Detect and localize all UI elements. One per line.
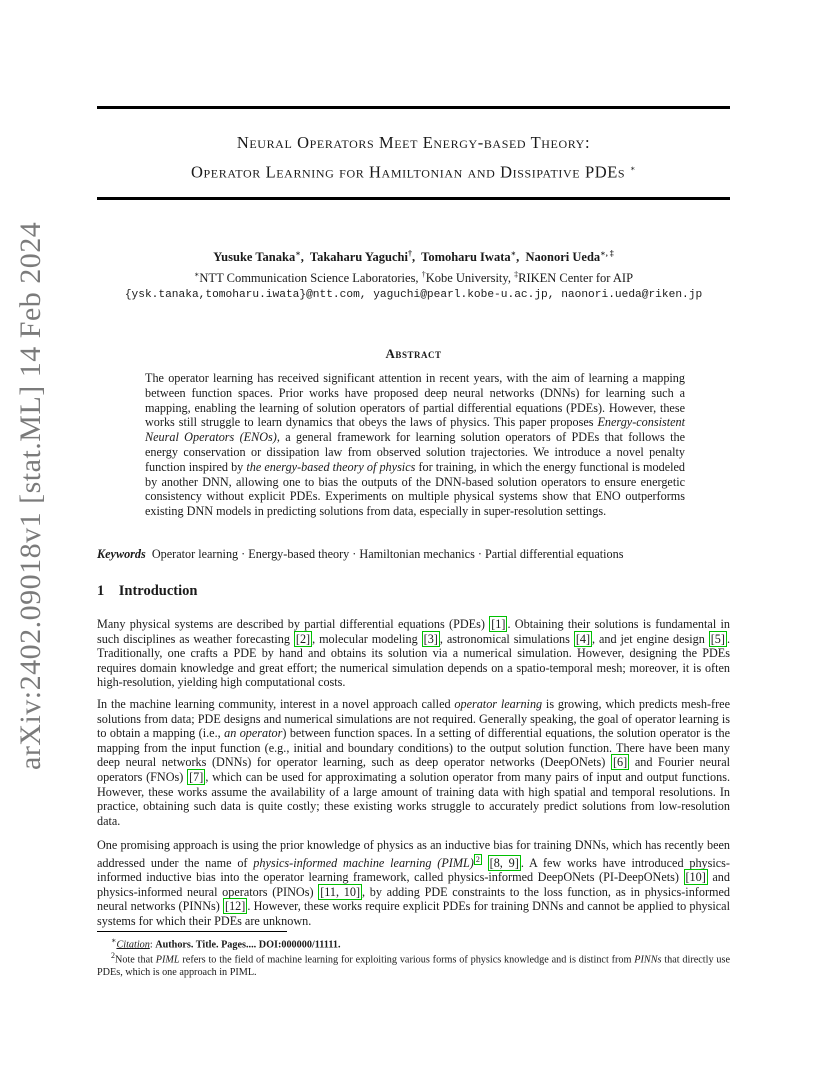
citation-link[interactable]: [6] — [612, 755, 628, 770]
citation-link[interactable]: [3] — [423, 631, 438, 646]
author-3: Tomoharu Iwata — [421, 250, 511, 265]
author-4: Naonori Ueda — [525, 250, 601, 265]
title-line-2: Operator Learning for Hamiltonian and Dissipative PDEs — [191, 162, 626, 182]
footnote-link[interactable]: 2 — [475, 854, 480, 864]
affiliation-3: RIKEN Center for AIP — [518, 271, 634, 286]
intro-paragraph-2: In the machine learning community, interest in a novel approach called operator learning is growing, which predicts mesh-free solutions from data; PDE designs and numerical simulations are not required. Generally speaking, the goal of operator learning is to obtain a mapping (i.e., an operator) between function spaces. In a setting of differential equations, the solution operator is the mapping from the input function (e.g., initial and boundary conditions) to the output solution function. There have been many deep neural networks (DNNs) for operator learning, such as deep operator networks (DeepONets) [6] and Fourier neural operators (FNOs) [7] , which can be used for approximating a solution operator from many pairs of input and output functions. However, these works assume the availability of a large amount of training data with high spatial and temporal resolutions. In practice, obtaining such data is quite costly; these existing works struggle to accurately predict solutions from low-resolution data. — [97, 697, 731, 828]
citation-link[interactable]: [5] — [710, 631, 725, 646]
author-2: Takaharu Yaguchi — [309, 250, 408, 265]
author-1: Yusuke Tanaka — [213, 250, 296, 265]
citation-link[interactable]: [8, 9] — [489, 855, 519, 870]
abstract-body: The operator learning has received significant attention in recent years, with the aim of learning a mapping between function spaces. Prior works have proposed deep neural networks (DNNs) for learning such a mapping, enabling the learning of solution operators of partial differential equations (PDEs). However, these works still struggle to learn dynamics that obeys the laws of physics. This paper proposes Energy-consistent Neural Operators (ENOs), a general framework for learning solution operators of PDEs that follows the energy conservation or dissipation law from observed solution trajectories. We introduce a novel penalty function inspired by the energy-based theory of physics for training, in which the energy functional is modeled by another DNN, allowing one to bias the outputs of the DNN-based solution operators to ensure energetic consistency without explicit PDEs. Experiments on multiple physical systems show that ENO outperforms existing DNN models in predicting solutions from data, especially in super-resolution settings. — [145, 371, 686, 519]
intro-paragraph-1: Many physical systems are described by partial differential equations (PDEs) [1] . Obtaining their solutions is fundamental in such disciplines as weather forecasting [2] , molecular modeling [3] , astronomical simulations [4] , and jet engine design [5] . Traditionally, one crafts a PDE by hand and obtains its solution via a numerical simulation. However, designing the PDEs requires domain knowledge and great effort; the numerical simulation depends on a spatio-temporal mesh; moreover, it is often high-resolution, yielding high computational costs. — [97, 617, 731, 690]
title-bottom-rule — [97, 197, 730, 200]
footnote-rule — [97, 931, 287, 932]
citation-link[interactable]: [1] — [491, 617, 506, 631]
author-names: Yusuke Tanaka∗, Takaharu Yaguchi†, Tomoharu Iwata∗, Naonori Ueda∗, ‡ — [213, 249, 614, 265]
enos-term: Energy-consistent Neural Operators (ENOs) — [145, 415, 685, 445]
citation-link[interactable]: [2] — [295, 631, 311, 646]
abstract-heading: Abstract — [385, 346, 442, 361]
author-block — [97, 245, 730, 304]
section-heading — [97, 583, 197, 600]
arxiv-identifier: arXiv:2402.09018v1 [stat.ML] 14 Feb 2024 — [14, 221, 47, 770]
intro-paragraph-3: One promising approach is using the prior knowledge of physics as an inductive bias for training DNNs, which has recently been addressed under the name of physics-informed machine learning (PIML) $^2$ [8, 9] . A few works have introduced physics-informed inductive bias into the operator learning framework, called physics-informed DeepONets (PI-DeepONets) [10] and physics-informed neural operators (PINOs) [11, 10] , by adding PDE constraints to the loss function, as in physics-informed neural networks (PINNs) [12] . However, these works require explicit PDEs for training DNNs and cannot be applied to physical systems for which their PDEs are unknown. — [97, 838, 730, 929]
citation-link[interactable]: [12] — [225, 899, 246, 914]
footnote-1: ∗Citation: Authors. Title. Pages.... DOI:000000/11111. — [111, 936, 341, 951]
affiliation-2: Kobe University, — [425, 271, 511, 286]
citation-link[interactable]: [7] — [189, 769, 204, 784]
section-title: Introduction — [118, 583, 198, 599]
citation-link[interactable]: [4] — [575, 631, 591, 646]
title-footnote-marker: ∗ — [629, 164, 636, 173]
title-top-rule — [97, 106, 730, 109]
title-line-1: Neural Operators Meet Energy-based Theory: — [236, 133, 591, 152]
affiliations: ∗NTT Communication Science Laboratories, †Kobe University, ‡RIKEN Center for AIP — [193, 270, 634, 286]
author-emails: {ysk.tanaka,tomoharu.iwata}@ntt.com, yaguchi@pearl.kobe-u.ac.jp, naonori.ueda@riken.jp — [124, 289, 703, 302]
paper-title — [97, 130, 730, 186]
keywords-text: Operator learning · Energy-based theory · Hamiltonian mechanics · Partial differential equations — [151, 547, 624, 561]
keywords — [97, 547, 730, 562]
section-number: 1 — [97, 583, 105, 599]
energy-based-theory-term: the energy-based theory of physics — [246, 459, 416, 474]
keywords-label: Keywords — [97, 547, 146, 561]
footnote-2: $^2$Note that PIML refers to the field of machine learning for exploiting various forms of physics knowledge and is distinct from PINNs that directly use PDEs, which is one approach in PIML. — [97, 951, 730, 978]
citation-label: Citation — [116, 939, 150, 951]
citation-link[interactable]: [10] — [685, 870, 706, 885]
citation-link[interactable]: [11, 10] — [320, 884, 361, 899]
affiliation-1: NTT Communication Science Laboratories, — [199, 271, 419, 286]
